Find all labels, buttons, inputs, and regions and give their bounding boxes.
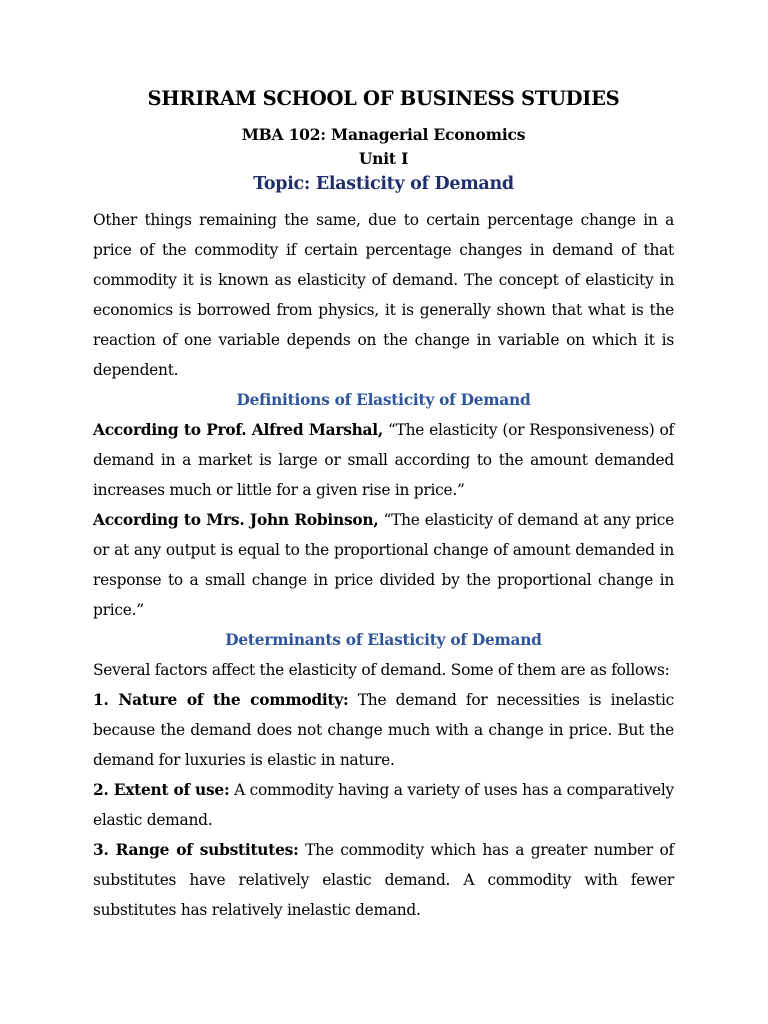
school-title: SHRIRAM SCHOOL OF BUSINESS STUDIES: [147, 87, 620, 110]
determinant-nature-lead: 1. Nature of the commodity:: [93, 691, 349, 709]
determinant-item-extent: [93, 775, 674, 835]
determinant-substitutes-text: The commodity which has a greater number of substitutes have relatively elastic demand. A commodity with fewer substitutes has relatively inelastic demand.: [93, 841, 674, 919]
determinant-item-nature: [93, 685, 674, 775]
determinants-intro: Several factors affect the elasticity of demand. Some of them are as follows:: [93, 661, 670, 679]
determinant-extent-text: A commodity having a variety of uses has a comparatively elastic demand.: [93, 781, 674, 829]
determinant-item-substitutes: [93, 835, 674, 925]
determinants-heading: Determinants of Elasticity of Demand: [225, 631, 542, 649]
unit-label: Unit I: [358, 149, 409, 168]
definition-marshal-text: “The elasticity (or Responsiveness) of demand in a market is large or small according to the amount demanded increases much or little for a given rise in price.”: [93, 421, 674, 499]
course-title: MBA 102: Managerial Economics: [241, 125, 526, 144]
intro-paragraph: Other things remaining the same, due to certain percentage change in a price of the commodity if certain percentage changes in demand of that commodity it is known as elasticity of demand. The concept of elasticity in economics is borrowed from physics, it is generally shown that what is the reaction of one variable depends on the change in variable on which it is dependent.: [93, 211, 674, 379]
determinant-extent-lead: 2. Extent of use:: [93, 781, 230, 799]
definitions-heading: Definitions of Elasticity of Demand: [236, 391, 531, 409]
definition-marshal: [93, 415, 674, 505]
determinant-substitutes-lead: 3. Range of substitutes:: [93, 841, 299, 859]
definition-robinson-lead: According to Mrs. John Robinson,: [93, 511, 379, 529]
definition-robinson: [93, 505, 674, 625]
definition-robinson-text: “The elasticity of demand at any price or at any output is equal to the proportional change of amount demanded in response to a small change in price divided by the proportional change in price.”: [93, 511, 674, 619]
topic-title: Topic: Elasticity of Demand: [253, 174, 514, 194]
determinant-nature-text: The demand for necessities is inelastic because the demand does not change much with a change in price. But the demand for luxuries is elastic in nature.: [93, 691, 675, 769]
definition-marshal-lead: According to Prof. Alfred Marshal,: [93, 421, 383, 439]
